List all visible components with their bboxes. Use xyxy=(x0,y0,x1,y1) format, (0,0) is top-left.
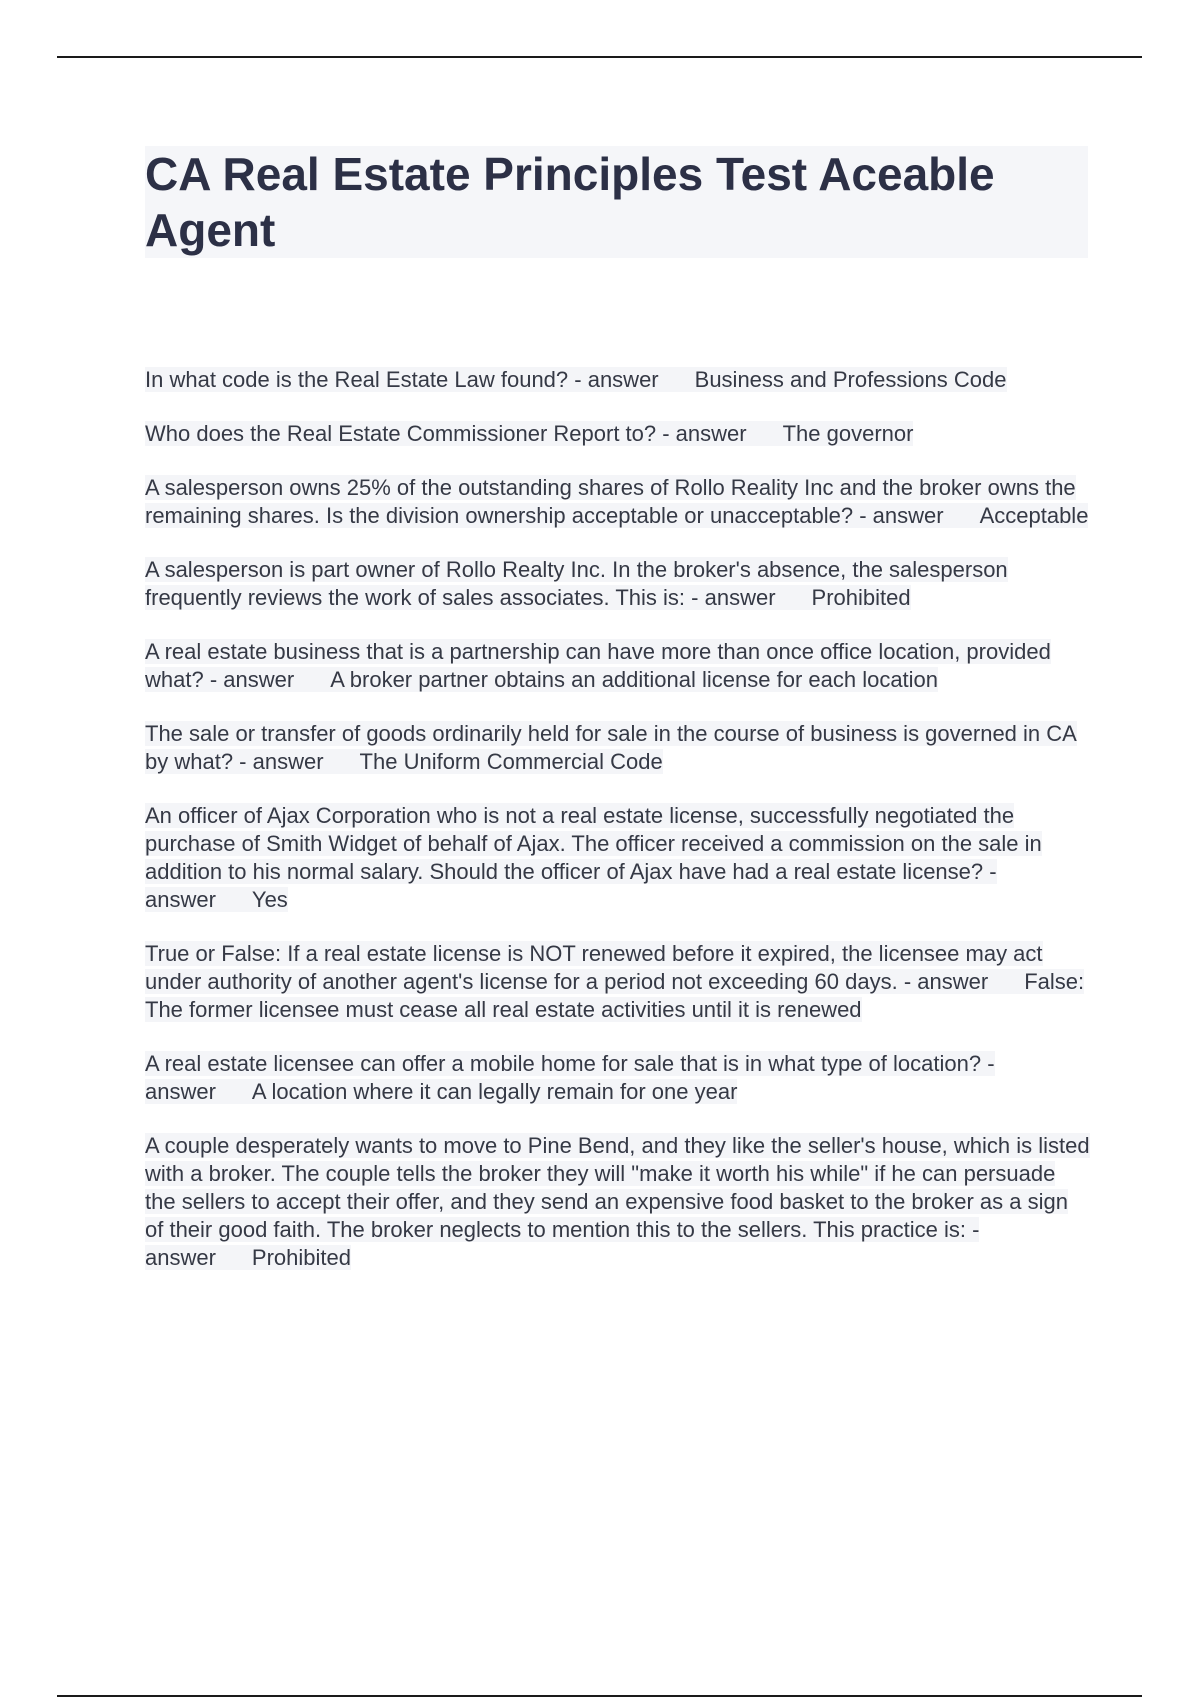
answer-text: Yes xyxy=(216,887,288,912)
answer-separator: - answer xyxy=(145,1217,980,1270)
qa-item xyxy=(145,720,1090,776)
answer-text: Acceptable xyxy=(944,503,1089,528)
question-text: True or False: If a real estate license is NOT renewed before it expired, the licensee may act under authority of another agent's license for a period not exceeding 60 days. xyxy=(145,941,1043,994)
question-text: A salesperson owns 25% of the outstanding shares of Rollo Reality Inc and the broker owns the remaining shares. Is the division ownership acceptable or unacceptable? xyxy=(145,475,1076,528)
question-text: Who does the Real Estate Commissioner Report to? xyxy=(145,421,657,446)
answer-separator: - answer xyxy=(233,749,324,774)
qa-item xyxy=(145,940,1090,1024)
qa-item xyxy=(145,1050,1090,1106)
question-text: An officer of Ajax Corporation who is not a real estate license, successfully negotiated the purchase of Smith Widget of behalf of Ajax. The officer received a commission on the sale in addition to his normal salary. Should the officer of Ajax have had a real estate license? xyxy=(145,803,1042,884)
answer-text: A broker partner obtains an additional license for each location xyxy=(294,667,938,692)
document-title: CA Real Estate Principles Test Aceable Agent xyxy=(145,148,995,256)
answer-text: False: The former licensee must cease all real estate activities until it is renewed xyxy=(145,969,1085,1022)
answer-text: The Uniform Commercial Code xyxy=(324,749,663,774)
qa-item xyxy=(145,802,1090,914)
question-text: A real estate business that is a partnership can have more than once office location, provided what? xyxy=(145,639,1051,692)
qa-item xyxy=(145,556,1090,612)
qa-item xyxy=(145,638,1090,694)
answer-text: The governor xyxy=(747,421,914,446)
answer-separator: - answer xyxy=(685,585,776,610)
answer-separator: - answer xyxy=(853,503,944,528)
bottom-rule xyxy=(57,1695,1142,1697)
title-block xyxy=(145,146,1088,258)
top-rule xyxy=(57,56,1142,58)
answer-separator: - answer xyxy=(203,667,295,692)
answer-text: A location where it can legally remain for one year xyxy=(216,1079,737,1104)
answer-text: Business and Professions Code xyxy=(659,367,1007,392)
answer-text: Prohibited xyxy=(776,585,911,610)
answer-separator: - answer xyxy=(568,367,659,392)
qa-item xyxy=(145,420,1090,448)
answer-separator: - answer xyxy=(145,859,997,912)
question-text: A couple desperately wants to move to Pine Bend, and they like the seller's house, which is listed with a broker. The couple tells the broker they will "make it worth his while" if he can persuade the sellers to accept their offer, and they send an expensive food basket to the broker as a sign of their good faith. The broker neglects to mention this to the sellers. This practice is: xyxy=(145,1133,1090,1242)
question-text: A salesperson is part owner of Rollo Realty Inc. In the broker's absence, the salesperson frequently reviews the work of sales associates. This is: xyxy=(145,557,1008,610)
qa-list xyxy=(145,366,1090,1298)
answer-separator: - answer xyxy=(897,969,989,994)
answer-text: Prohibited xyxy=(216,1245,351,1270)
question-text: A real estate licensee can offer a mobile home for sale that is in what type of location? xyxy=(145,1051,982,1076)
qa-item xyxy=(145,474,1090,530)
qa-item xyxy=(145,1132,1090,1272)
answer-separator: - answer xyxy=(145,1051,995,1104)
question-text: In what code is the Real Estate Law found? xyxy=(145,367,569,392)
question-text: The sale or transfer of goods ordinarily held for sale in the course of business is governed in CA by what? xyxy=(145,721,1077,774)
answer-separator: - answer xyxy=(656,421,747,446)
qa-item xyxy=(145,366,1090,394)
